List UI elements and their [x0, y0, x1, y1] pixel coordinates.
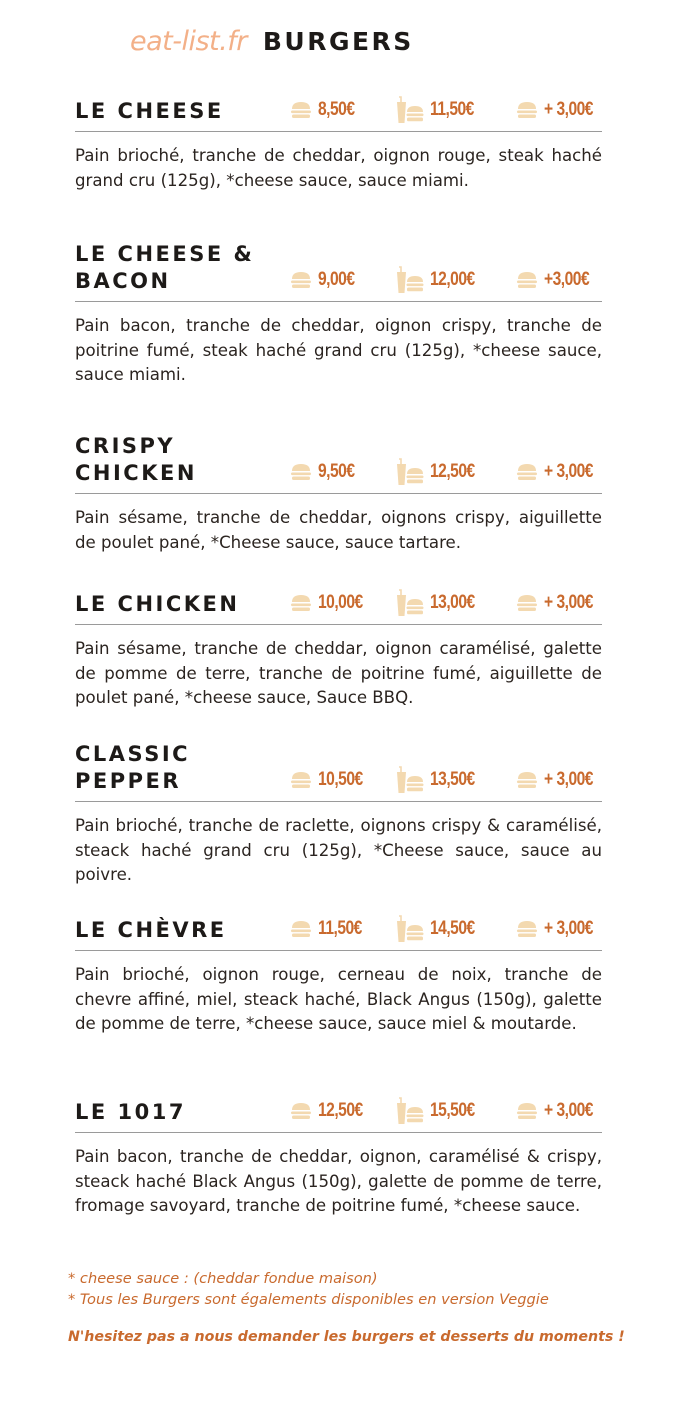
menu-item-description: Pain sésame, tranche de cheddar, oignon caramélisé, galette de pomme de terre, tranche de poitrine fumé, aiguillette de poulet pané, *cheese sauce, Sauce BBQ. — [75, 639, 602, 707]
burger-icon — [516, 771, 538, 789]
menu-item-header — [75, 741, 602, 802]
price-extra — [516, 459, 604, 485]
footnote-veggie: * Tous les Burgers sont égalements disponibles en version Veggie — [68, 1291, 549, 1308]
menu-item-le-cheese — [75, 98, 602, 193]
price-extra-value: +3,00€ — [544, 269, 590, 290]
price-menu-value: 12,00€ — [430, 269, 475, 290]
price-extra — [516, 590, 604, 616]
price-single-value: 11,50€ — [318, 918, 362, 939]
menu-item-prices — [282, 590, 602, 616]
menu-item-prices — [282, 97, 602, 123]
menu-combo-icon — [394, 588, 424, 618]
menu-item-name: LE CHEESE & BACON — [75, 242, 255, 293]
menu-item-description: Pain sésame, tranche de cheddar, oignons crispy, aiguillette de poulet pané, *Cheese sauce, sauce tartare. — [75, 508, 602, 552]
burger-icon — [290, 271, 312, 289]
menu-item-crispy-chicken — [75, 433, 602, 555]
burger-icon — [290, 771, 312, 789]
menu-item-header — [75, 241, 602, 302]
menu-item-name: LE CHÈVRE — [75, 918, 227, 942]
price-menu — [394, 97, 483, 123]
menu-item-header — [75, 591, 602, 625]
price-extra-value: + 3,00€ — [544, 461, 593, 482]
menu-item-name: LE 1017 — [75, 1100, 186, 1124]
page-header — [130, 26, 414, 68]
price-extra-value: + 3,00€ — [544, 918, 593, 939]
price-menu — [394, 767, 485, 793]
price-extra-value: + 3,00€ — [544, 592, 593, 613]
price-single-value: 10,50€ — [318, 769, 363, 790]
menu-item-description: Pain brioché, tranche de cheddar, oignon rouge, steak haché grand cru (125g), *cheese sauce, sauce miami. — [75, 146, 602, 190]
footnote-cheese-sauce: * cheese sauce : (cheddar fondue maison) — [68, 1270, 378, 1287]
menu-item-description: Pain bacon, tranche de cheddar, oignon crispy, tranche de poitrine fumé, steak haché grand cru (125g), *cheese sauce, sauce miami. — [75, 316, 602, 384]
price-single — [290, 459, 363, 485]
price-menu-value: 12,50€ — [430, 461, 475, 482]
burger-icon — [516, 101, 538, 119]
price-extra — [516, 267, 599, 293]
price-single — [290, 1098, 373, 1124]
price-extra — [516, 1098, 604, 1124]
menu-item-header — [75, 917, 602, 951]
menu-item-header — [75, 98, 602, 132]
menu-combo-icon — [394, 95, 424, 125]
price-single-value: 12,50€ — [318, 1100, 363, 1121]
menu-item-description: Pain brioché, oignon rouge, cerneau de noix, tranche de chevre affiné, miel, steack haché, Black Angus (150g), galette de pomme de terre, *cheese sauce, sauce miel & moutarde. — [75, 965, 602, 1033]
menu-item-prices — [282, 916, 602, 942]
watermark: eat-list.fr — [130, 26, 247, 57]
menu-item-description: Pain bacon, tranche de cheddar, oignon, caramélisé & crispy, steack haché Black Angus (150g), galette de pomme de terre, fromage savoyard, tranche de poitrine fumé, *cheese sauce. — [75, 1147, 602, 1215]
price-single-value: 10,00€ — [318, 592, 363, 613]
menu-item-prices — [282, 459, 602, 485]
burger-icon — [516, 594, 538, 612]
closing-note: N'hesitez pas a nous demander les burgers et desserts du moments ! — [68, 1329, 625, 1345]
price-single-value: 8,50€ — [318, 99, 355, 120]
menu-combo-icon — [394, 1096, 424, 1126]
burger-icon — [516, 1102, 538, 1120]
price-extra-value: + 3,00€ — [544, 99, 593, 120]
price-extra — [516, 97, 604, 123]
menu-item-header — [75, 1099, 602, 1133]
menu-item-name: LE CHICKEN — [75, 592, 240, 616]
burger-icon — [290, 594, 312, 612]
menu-item-description: Pain brioché, tranche de raclette, oignons crispy & caramélisé, steack haché grand cru (125g), *Cheese sauce, sauce au poivre. — [75, 816, 602, 884]
price-menu-value: 11,50€ — [430, 99, 474, 120]
menu-combo-icon — [394, 457, 424, 487]
price-menu-value: 14,50€ — [430, 918, 475, 939]
price-single — [290, 97, 363, 123]
menu-item-prices — [282, 267, 602, 293]
menu-item-prices — [282, 767, 602, 793]
price-extra-value: + 3,00€ — [544, 1100, 593, 1121]
burger-icon — [290, 101, 312, 119]
price-single — [290, 590, 373, 616]
menu-combo-icon — [394, 265, 424, 295]
price-extra — [516, 916, 604, 942]
price-menu — [394, 267, 485, 293]
menu-item-name: CRISPY CHICKEN — [75, 434, 197, 485]
price-menu — [394, 1098, 485, 1124]
footnotes — [68, 1268, 628, 1310]
price-extra — [516, 767, 604, 793]
menu-item-prices — [282, 1098, 602, 1124]
burger-icon — [516, 920, 538, 938]
price-single-value: 9,00€ — [318, 269, 355, 290]
price-single-value: 9,50€ — [318, 461, 355, 482]
menu-item-header — [75, 433, 602, 494]
burger-icon — [290, 463, 312, 481]
price-menu — [394, 590, 485, 616]
price-single — [290, 267, 363, 293]
menu-item-le-chicken — [75, 591, 602, 711]
menu-item-le-cheese-bacon — [75, 241, 602, 388]
price-single — [290, 916, 371, 942]
menu-item-le-chevre — [75, 917, 602, 1037]
menu-combo-icon — [394, 914, 424, 944]
menu-item-name: LE CHEESE — [75, 99, 224, 123]
menu-item-classic-pepper — [75, 741, 602, 888]
menu-item-name: CLASSIC PEPPER — [75, 742, 191, 793]
page-title: BURGERS — [262, 27, 414, 56]
price-extra-value: + 3,00€ — [544, 769, 593, 790]
menu-combo-icon — [394, 765, 424, 795]
burger-icon — [516, 463, 538, 481]
menu-item-le-1017 — [75, 1099, 602, 1219]
price-menu-value: 15,50€ — [430, 1100, 475, 1121]
price-menu — [394, 916, 485, 942]
burger-icon — [290, 1102, 312, 1120]
price-menu-value: 13,00€ — [430, 592, 475, 613]
price-menu-value: 13,50€ — [430, 769, 475, 790]
price-menu — [394, 459, 485, 485]
burger-icon — [516, 271, 538, 289]
price-single — [290, 767, 373, 793]
burger-icon — [290, 920, 312, 938]
